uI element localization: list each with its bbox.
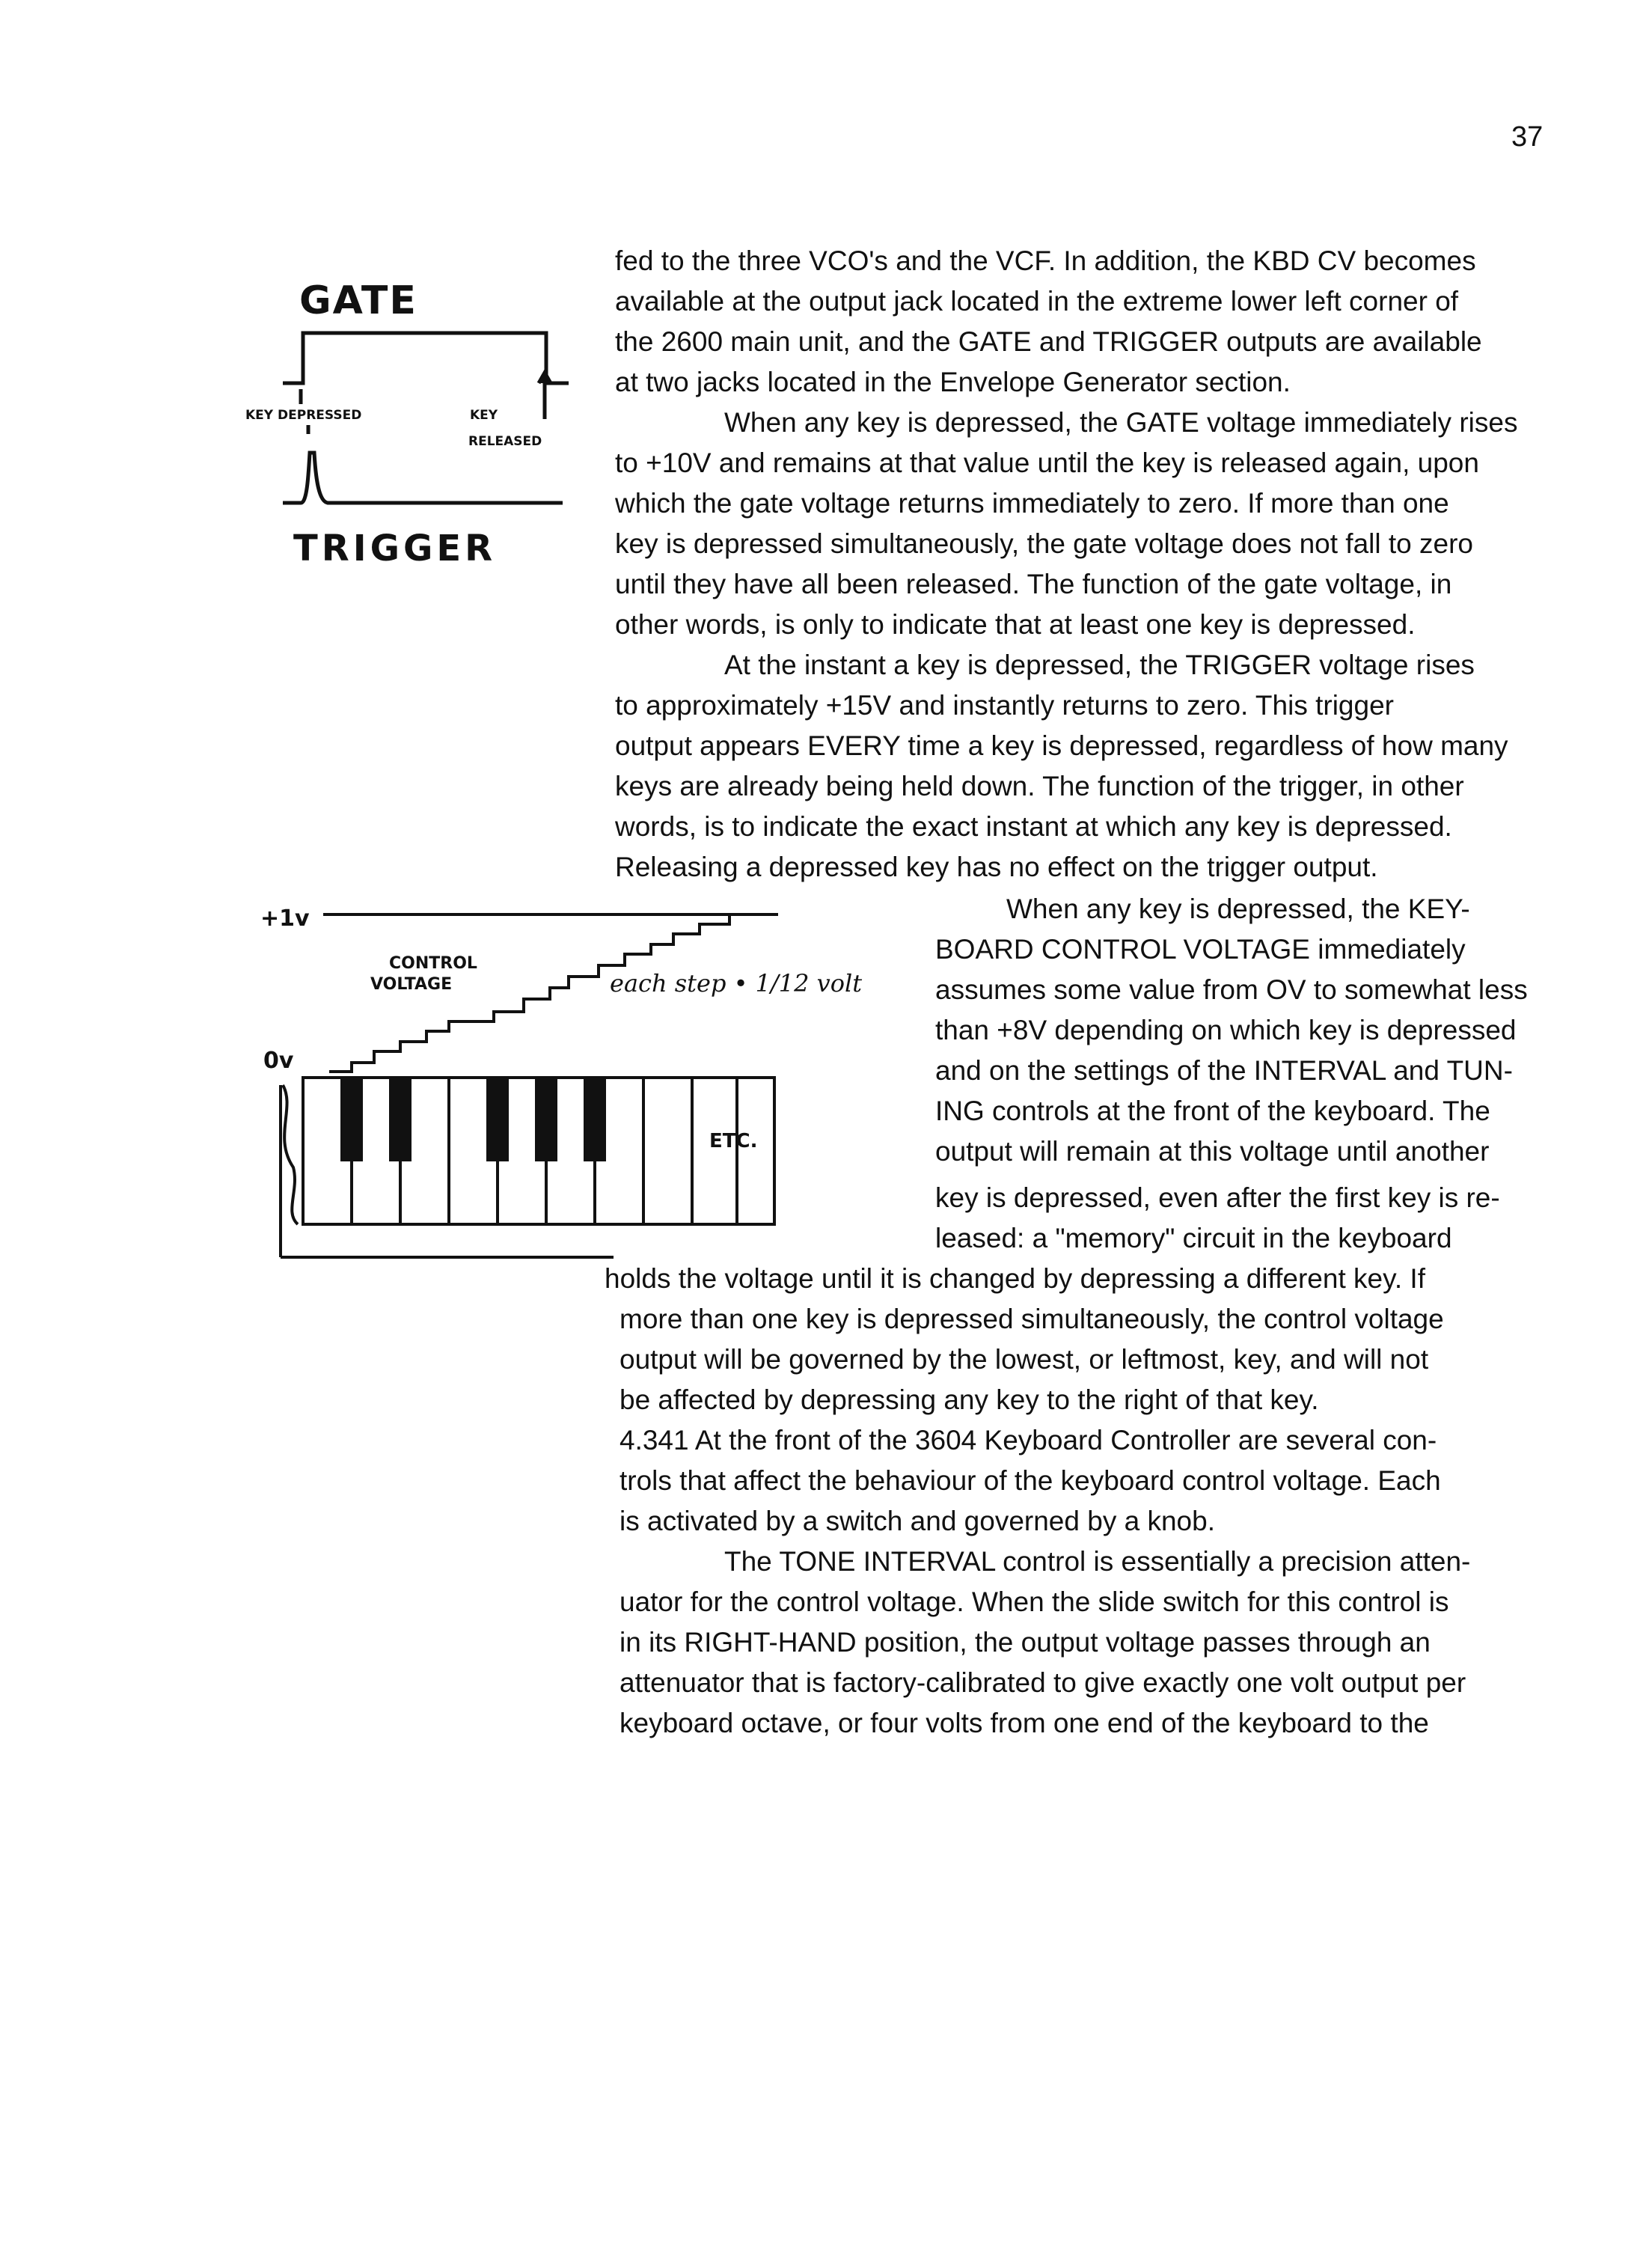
text-line: at two jacks located in the Envelope Generator section. (615, 367, 1291, 397)
text-line: until they have all been released. The function of the gate voltage, in (615, 569, 1452, 599)
text-line: At the instant a key is depressed, the TRIGGER voltage rises (724, 650, 1475, 680)
text-line: When any key is depressed, the GATE voltage immediately rises (724, 407, 1518, 438)
etc-label: ETC. (709, 1130, 758, 1152)
text-line: key is depressed, even after the first key is re- (935, 1182, 1500, 1213)
text-line: leased: a "memory" circuit in the keyboard (935, 1223, 1452, 1253)
text-line: output will be governed by the lowest, or leftmost, key, and will not (620, 1344, 1429, 1375)
text-line: the 2600 main unit, and the GATE and TRIGGER outputs are available (615, 326, 1482, 357)
text-line: available at the output jack located in the extreme lower left corner of (615, 286, 1459, 317)
control-label: CONTROL (389, 954, 477, 973)
gate-title: GATE (299, 278, 417, 323)
key-depressed-label: KEY DEPRESSED (245, 408, 362, 423)
text-line: be affected by depressing any key to the right of that key. (620, 1384, 1319, 1415)
text-line: uator for the control voltage. When the slide switch for this control is (620, 1586, 1449, 1617)
text-line: to +10V and remains at that value until the key is released again, upon (615, 448, 1479, 478)
text-line: The TONE INTERVAL control is essentially a precision atten- (724, 1546, 1471, 1577)
text-line: 4.341 At the front of the 3604 Keyboard Controller are several con- (620, 1425, 1437, 1456)
key-released-label-2: RELEASED (468, 434, 542, 449)
voltage-label: VOLTAGE (370, 975, 453, 994)
text-line: to approximately +15V and instantly returns to zero. This trigger (615, 690, 1394, 721)
text-line: keyboard octave, or four volts from one end of the keyboard to the (620, 1708, 1429, 1738)
text-line: Releasing a depressed key has no effect on the trigger output. (615, 852, 1378, 882)
key-released-label-1: KEY (470, 408, 498, 423)
text-line: more than one key is depressed simultaneously, the control voltage (620, 1304, 1444, 1334)
each-step-label: each step • 1/12 volt (610, 969, 863, 998)
text-line: is activated by a switch and governed by a knob. (620, 1506, 1215, 1536)
text-line: words, is to indicate the exact instant at which any key is depressed. (615, 811, 1452, 842)
trigger-title: TRIGGER (293, 528, 497, 569)
text-line: other words, is only to indicate that at least one key is depressed. (615, 609, 1416, 640)
text-line: in its RIGHT-HAND position, the output voltage passes through an (620, 1627, 1431, 1658)
text-line: key is depressed simultaneously, the gate voltage does not fall to zero (615, 528, 1473, 559)
text-line: BOARD CONTROL VOLTAGE immediately (935, 934, 1466, 965)
text-line: trols that affect the behaviour of the keyboard control voltage. Each (620, 1465, 1441, 1496)
text-line: which the gate voltage returns immediately to zero. If more than one (615, 488, 1449, 519)
zero-volt-label: 0v (263, 1048, 294, 1074)
text-line: ING controls at the front of the keyboard. The (935, 1096, 1490, 1126)
text-line: fed to the three VCO's and the VCF. In addition, the KBD CV becomes (615, 245, 1476, 276)
page-number: 37 (1511, 121, 1544, 153)
text-line: keys are already being held down. The function of the trigger, in other (615, 771, 1464, 801)
text-line: output appears EVERY time a key is depressed, regardless of how many (615, 730, 1508, 761)
text-line: attenuator that is factory-calibrated to give exactly one volt output per (620, 1667, 1466, 1698)
text-line: output will remain at this voltage until another (935, 1136, 1490, 1167)
text-line: holds the voltage until it is changed by depressing a different key. If (605, 1263, 1425, 1294)
text-line: than +8V depending on which key is depressed (935, 1015, 1517, 1045)
text-line: When any key is depressed, the KEY- (1006, 894, 1470, 924)
text-line: and on the settings of the INTERVAL and TUN- (935, 1055, 1513, 1086)
plus-one-volt-label: +1v (260, 905, 310, 932)
text-line: assumes some value from OV to somewhat less (935, 974, 1528, 1005)
